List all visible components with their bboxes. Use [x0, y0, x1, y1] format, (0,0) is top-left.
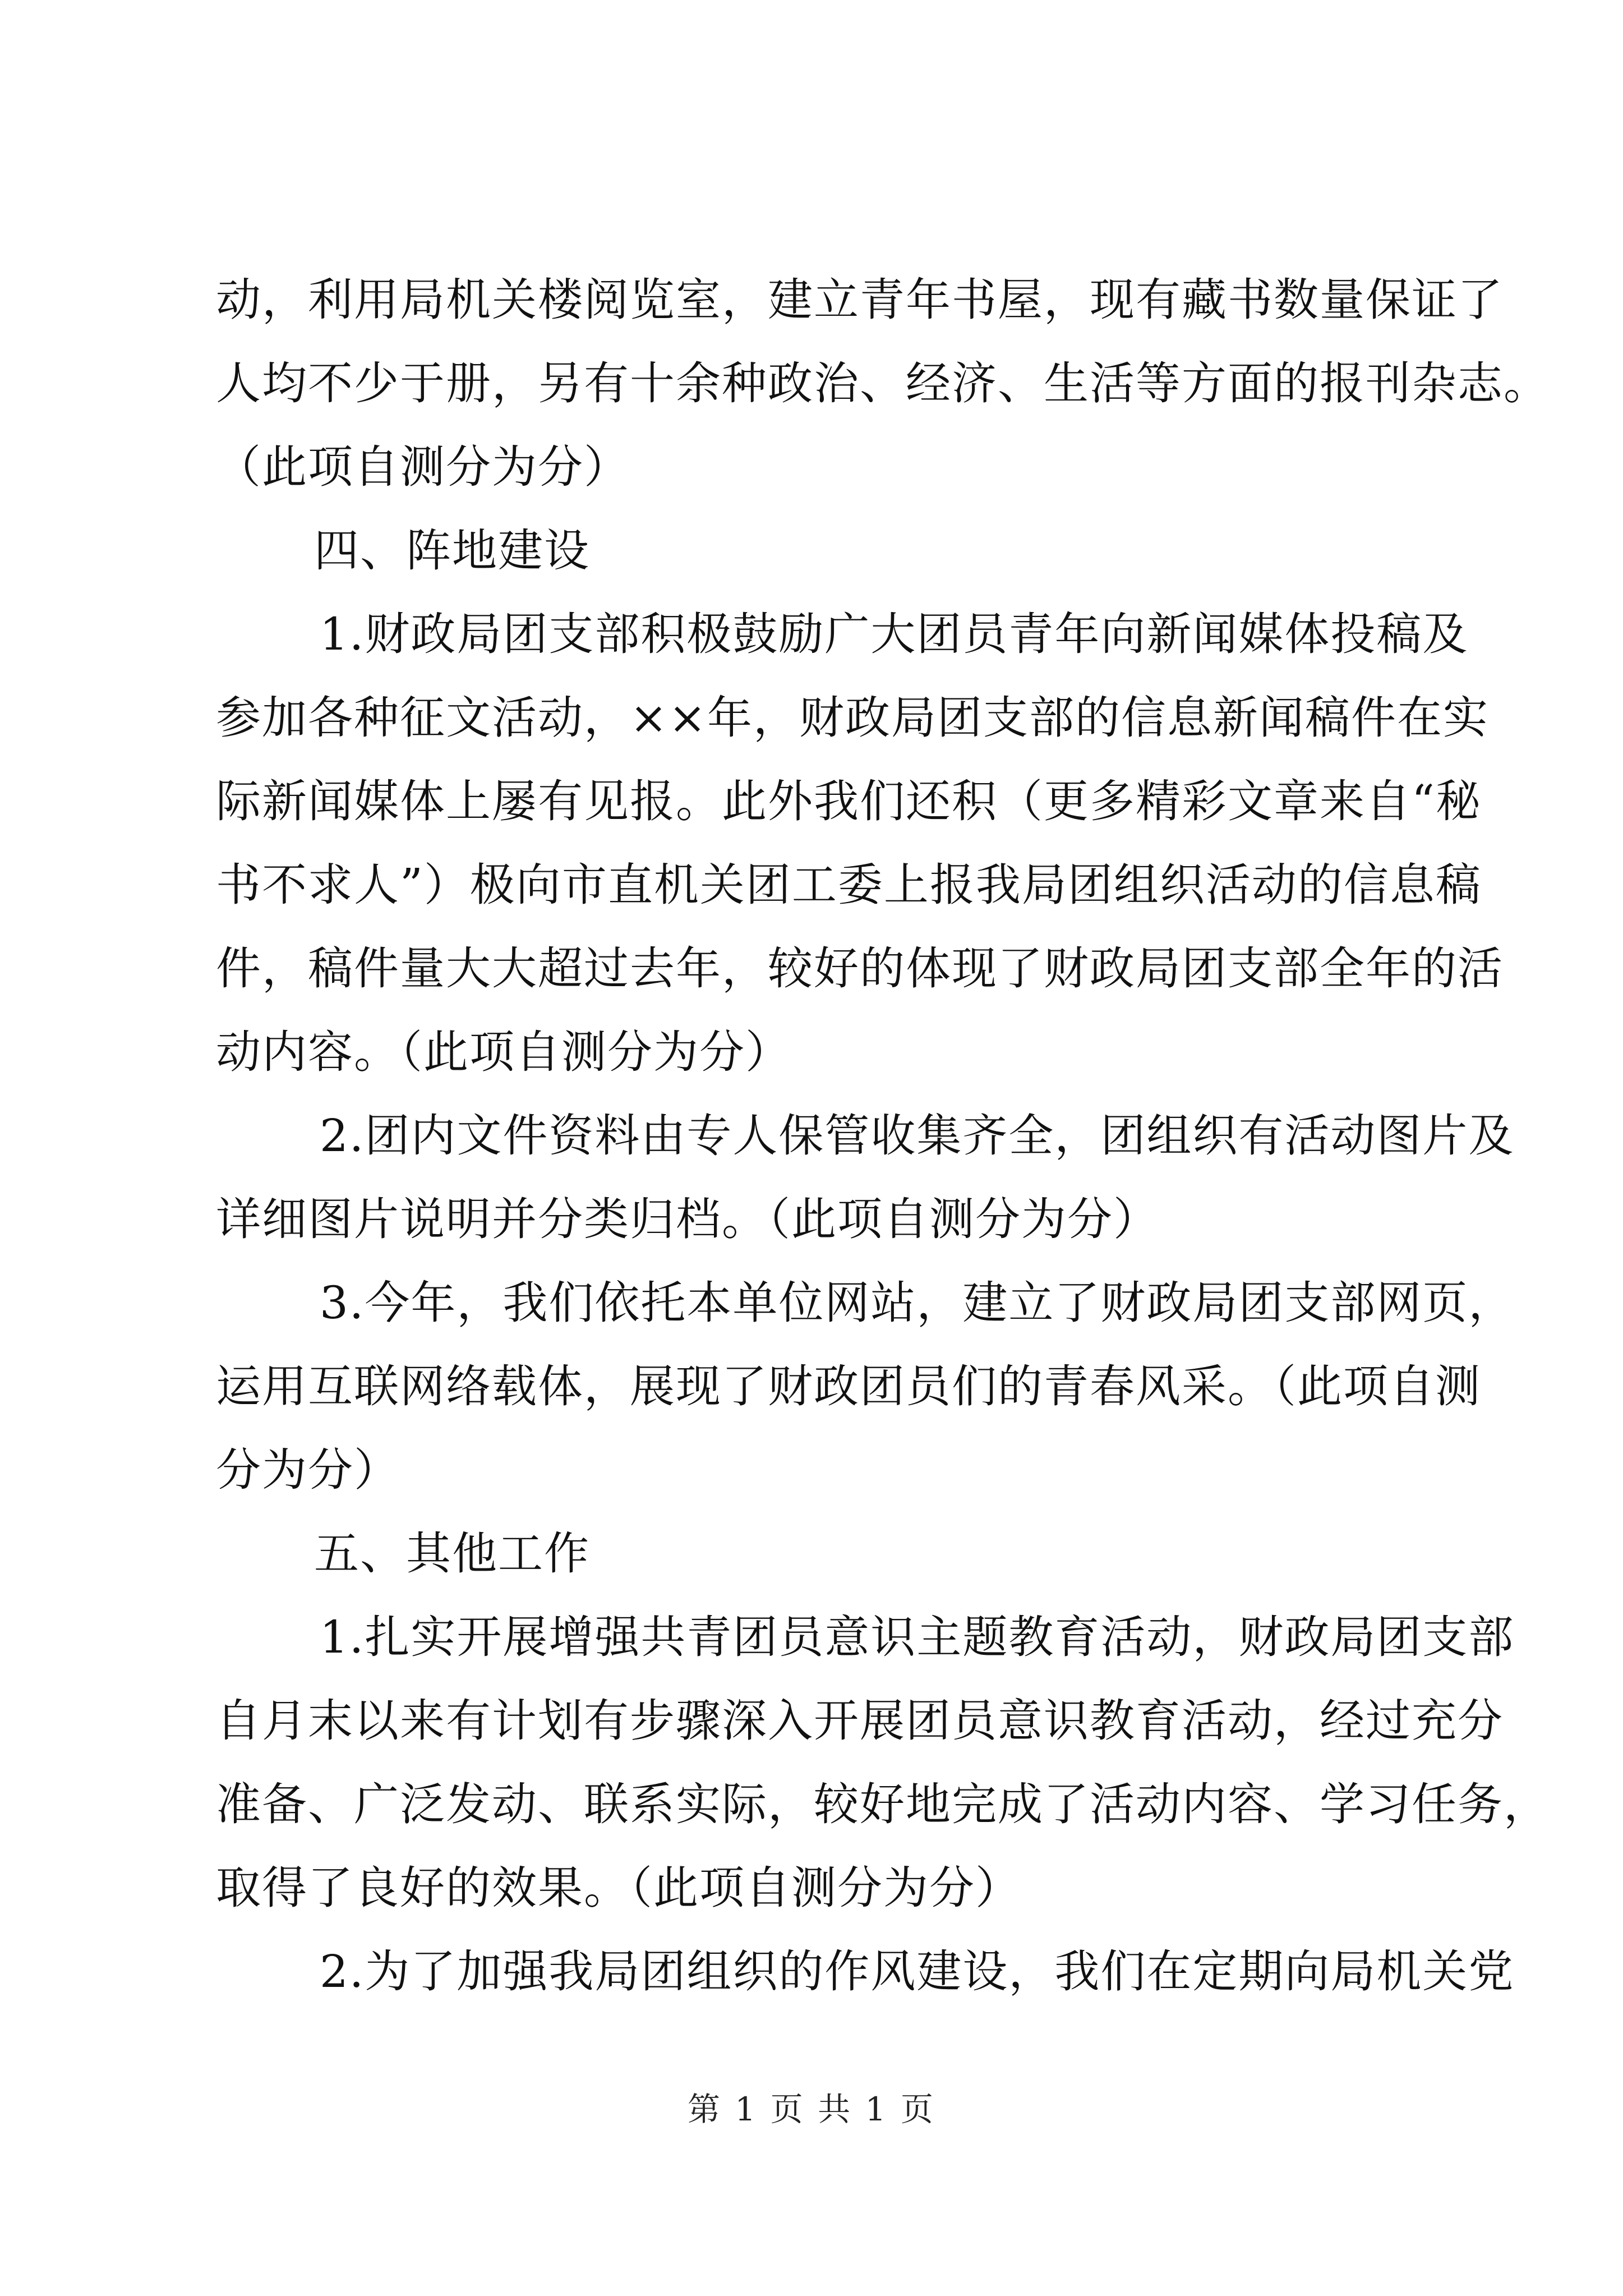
text-line: 取得了良好的效果。（此项自测分为分）	[216, 1862, 1021, 1914]
text-line: 3.今年，我们依托本单位网站，建立了财政局团支部网页，	[320, 1277, 1515, 1329]
text-line: 准备、广泛发动、联系实际，较好地完成了活动内容、学习任务，	[216, 1778, 1550, 1830]
page-number-footer: 第 1 页 共 1 页	[688, 2090, 935, 2128]
text-line: 人均不少于册，另有十余种政治、经济、生活等方面的报刊杂志。	[216, 357, 1550, 409]
text-line: 分为分）	[216, 1444, 400, 1496]
text-line: 2.团内文件资料由专人保管收集齐全，团组织有活动图片及	[320, 1110, 1515, 1162]
text-line: 2.为了加强我局团组织的作风建设，我们在定期向局机关党	[320, 1945, 1515, 1998]
text-line: 1.扎实开展增强共青团员意识主题教育活动，财政局团支部	[320, 1611, 1515, 1663]
text-line: 动，利用局机关楼阅览室，建立青年书屋，现有藏书数量保证了	[216, 274, 1504, 326]
section-heading: 四、阵地建设	[314, 524, 590, 577]
text-line: 书不求人”）极向市直机关团工委上报我局团组织活动的信息稿	[216, 859, 1482, 911]
text-line: 详细图片说明并分类归档。（此项自测分为分）	[216, 1193, 1159, 1245]
text-line: 际新闻媒体上屡有见报。此外我们还积（更多精彩文章来自“秘	[216, 775, 1482, 827]
text-line: 动内容。（此项自测分为分）	[216, 1026, 791, 1078]
section-heading: 五、其他工作	[314, 1527, 590, 1580]
text-line: 件，稿件量大大超过去年，较好的体现了财政局团支部全年的活	[216, 942, 1504, 995]
text-line: 运用互联网络载体，展现了财政团员们的青春风采。（此项自测	[216, 1360, 1481, 1412]
text-line: （此项自测分为分）	[216, 441, 630, 493]
text-line: 1.财政局团支部积极鼓励广大团员青年向新闻媒体投稿及	[320, 608, 1469, 660]
text-line: 自月末以来有计划有步骤深入开展团员意识教育活动，经过充分	[216, 1695, 1504, 1747]
text-line: 参加各种征文活动，××年，财政局团支部的信息新闻稿件在实	[216, 692, 1490, 744]
document-body	[216, 258, 1550, 2013]
